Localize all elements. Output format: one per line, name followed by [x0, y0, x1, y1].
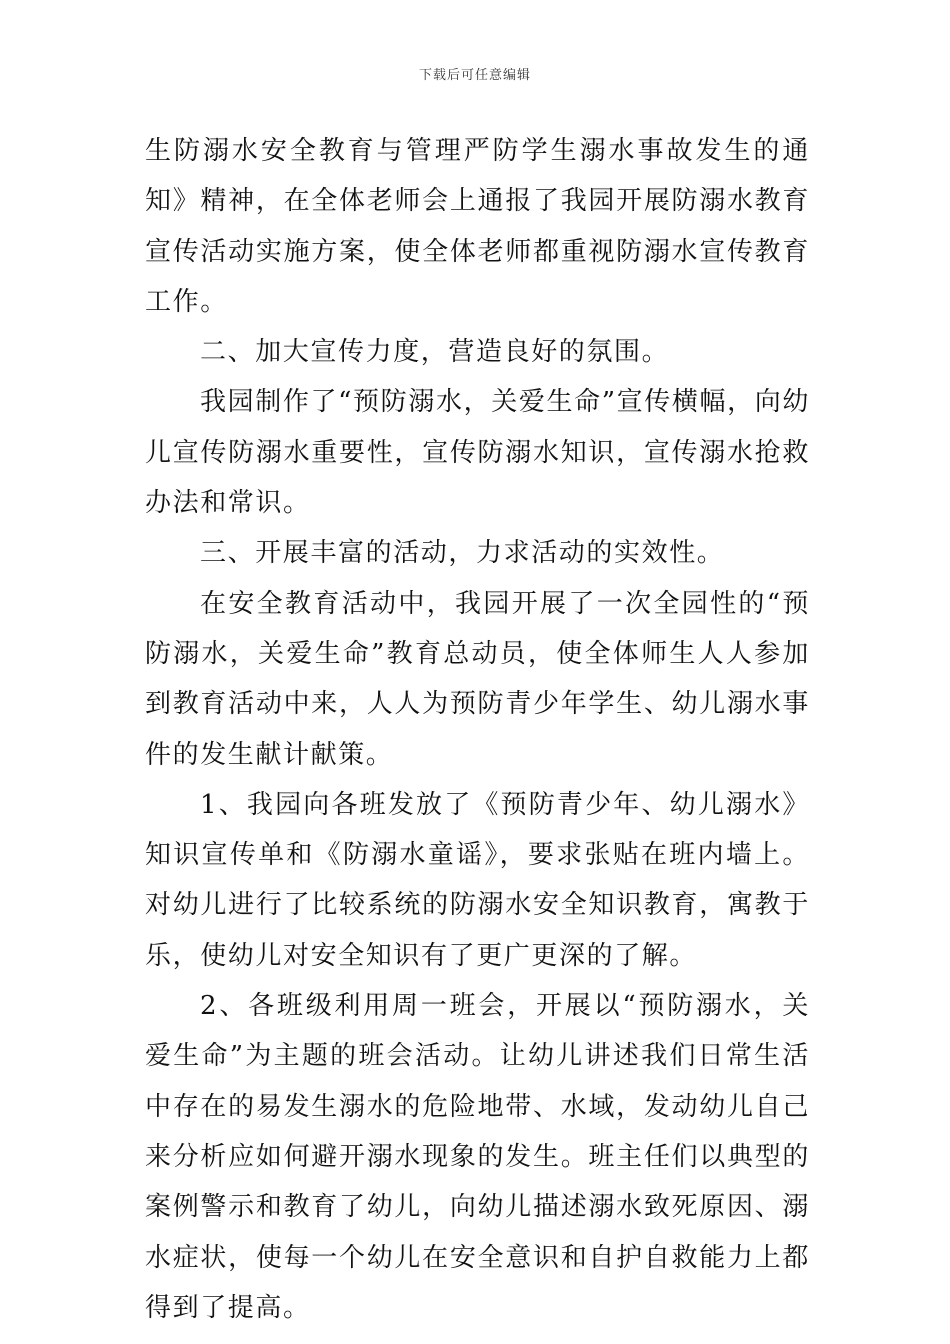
- section-heading-2: 二、加大宣传力度，营造良好的氛围。: [200, 337, 670, 368]
- section-heading-3: 三、开展丰富的活动，力求活动的实效性。: [200, 538, 725, 569]
- list-item-1: 1、我园向各班发放了《预防青少年、幼儿溺水》知识宣传单和《防溺水童谣》，要求张贴在班内墙上。对幼儿进行了比较系统的防溺水安全知识教育，寓教于乐，使幼儿对安全知识有了更广更深的了解。: [145, 789, 810, 971]
- document-body: [145, 126, 810, 1333]
- list-item-2: 2、各班级利用周一班会，开展以“预防溺水，关爱生命”为主题的班会活动。让幼儿讲述我们日常生活中存在的易发生溺水的危险地带、水域，发动幼儿自己来分析应如何避开溺水现象的发生。班主任们以典型的案例警示和教育了幼儿，向幼儿描述溺水致死原因、溺水症状，使每一个幼儿在安全意识和自护自救能力上都得到了提高。: [145, 991, 810, 1323]
- paragraph: 在安全教育活动中，我园开展了一次全园性的“预防溺水，关爱生命”教育总动员，使全体师生人人参加到教育活动中来，人人为预防青少年学生、幼儿溺水事件的发生献计献策。: [145, 588, 810, 770]
- paragraph: 我园制作了“预防溺水，关爱生命”宣传横幅，向幼儿宣传防溺水重要性，宣传防溺水知识，宣传溺水抢救办法和常识。: [145, 387, 810, 519]
- page-header: 下载后可任意编辑: [418, 68, 531, 83]
- paragraph-continuation: 生防溺水安全教育与管理严防学生溺水事故发生的通知》精神，在全体老师会上通报了我园开展防溺水教育宣传活动实施方案，使全体老师都重视防溺水宣传教育工作。: [145, 136, 810, 317]
